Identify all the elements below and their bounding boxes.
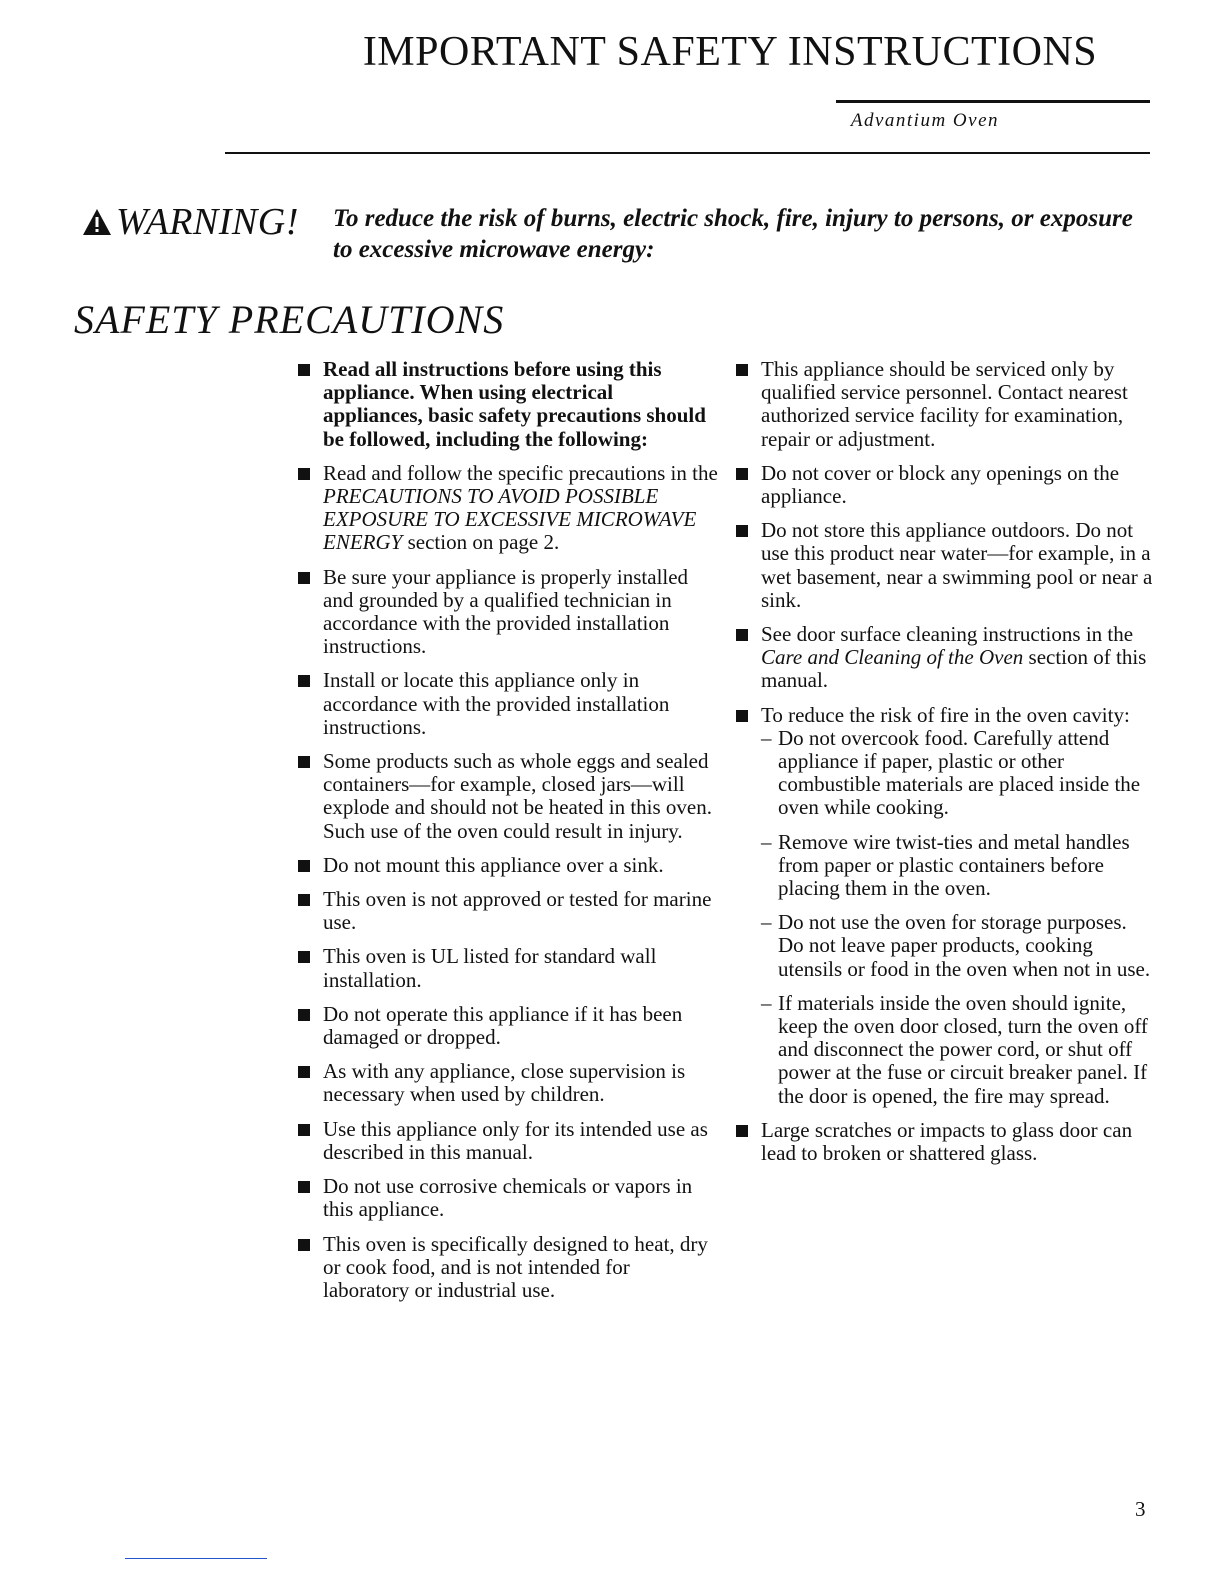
- dash-bullet: –: [761, 725, 772, 750]
- sub-list-item: – Do not overcook food. Carefully attend appliance if paper, plastic or other combustible materials are placed inside the oven while cooking.: [761, 725, 1141, 820]
- warning-label: WARNING!: [116, 201, 299, 243]
- page-number: 3: [1135, 1497, 1146, 1521]
- square-bullet-icon: [736, 710, 748, 722]
- list-item: Do not operate this appliance if it has been damaged or dropped.: [298, 1003, 718, 1049]
- left-column: [298, 358, 718, 1313]
- square-bullet-icon: [298, 1181, 310, 1193]
- list-item: Read and follow the specific precautions in the PRECAUTIONS TO AVOID POSSIBLE EXPOSURE TO EXCESSIVE MICROWAVE ENERGY section on page 2.: [298, 462, 718, 555]
- list-item: This oven is specifically designed to heat, dry or cook food, and is not intended for laboratory or industrial use.: [298, 1233, 718, 1303]
- sub-list-item: – Do not use the oven for storage purposes. Do not leave paper products, cooking utensils or food in the oven when not in use.: [761, 910, 1151, 981]
- list-item: Do not use corrosive chemicals or vapors in this appliance.: [298, 1175, 718, 1221]
- list-item: Some products such as whole eggs and sealed containers—for example, closed jars—will explode and should not be heated in this oven. Such use of the oven could result in injury.: [298, 750, 718, 843]
- list-item: This oven is not approved or tested for marine use.: [298, 888, 718, 934]
- square-bullet-icon: [298, 1009, 310, 1021]
- square-bullet-icon: [298, 756, 310, 768]
- fire-sub-list: [761, 727, 1156, 1108]
- square-bullet-icon: [736, 1125, 748, 1137]
- section-title: SAFETY PRECAUTIONS: [74, 297, 505, 342]
- square-bullet-icon: [736, 468, 748, 480]
- section-reference: Care and Cleaning of the Oven: [761, 645, 1024, 670]
- list-item: Install or locate this appliance only in accordance with the provided installation instructions.: [298, 669, 718, 739]
- square-bullet-icon: [298, 572, 310, 584]
- square-bullet-icon: [736, 629, 748, 641]
- right-column: [736, 358, 1156, 1176]
- list-item: As with any appliance, close supervision is necessary when used by children.: [298, 1060, 718, 1106]
- square-bullet-icon: [298, 468, 310, 480]
- dash-bullet: –: [761, 910, 772, 935]
- list-item: Do not store this appliance outdoors. Do not use this product near water—for example, in a wet basement, near a swimming pool or near a sink.: [736, 519, 1156, 612]
- square-bullet-icon: [298, 951, 310, 963]
- header-rule-short: [836, 100, 1150, 103]
- list-item: Do not mount this appliance over a sink.: [298, 854, 718, 877]
- footer-rule: [125, 1558, 267, 1559]
- list-item: [298, 358, 718, 451]
- list-item: Use this appliance only for its intended use as described in this manual.: [298, 1118, 718, 1164]
- section-reference: PRECAUTIONS TO AVOID POSSIBLE EXPOSURE TO EXCESSIVE MICROWAVE ENERGY: [323, 484, 697, 555]
- sub-list-item: – If materials inside the oven should ignite, keep the oven door closed, turn the oven off and disconnect the power cord, or shut off power at the fuse or circuit breaker panel. If the door is opened, the fire may spread.: [761, 990, 1148, 1108]
- header-rule-long: [225, 152, 1150, 154]
- square-bullet-icon: [298, 675, 310, 687]
- sub-list-item: – Remove wire twist-ties and metal handles from paper or plastic containers before placing them in the oven.: [761, 829, 1130, 901]
- dash-bullet: –: [761, 990, 772, 1015]
- list-item: Do not cover or block any openings on the appliance.: [736, 462, 1156, 508]
- warning-triangle-icon: [82, 207, 112, 237]
- list-item: Be sure your appliance is properly installed and grounded by a qualified technician in accordance with the provided installation instructions.: [298, 566, 718, 659]
- product-subtitle: Advantium Oven: [850, 110, 999, 131]
- list-item: See door surface cleaning instructions in the Care and Cleaning of the Oven section of this manual.: [736, 623, 1156, 693]
- square-bullet-icon: [298, 1124, 310, 1136]
- square-bullet-icon: [298, 364, 310, 376]
- intro-text: Read all instructions before using this appliance. When using electrical appliances, basic safety precautions should be followed, including the following:: [323, 357, 706, 451]
- warning-text: To reduce the risk of burns, electric shock, fire, injury to persons, or exposure to excessive microwave energy:: [333, 205, 1133, 263]
- square-bullet-icon: [298, 860, 310, 872]
- square-bullet-icon: [298, 1066, 310, 1078]
- list-item: To reduce the risk of fire in the oven cavity: – Do not overcook food. Carefully attend appliance if paper, plastic or other combustible materials are placed inside the oven while cooking. – Remove wire twist-ties and metal handles from paper or plastic containers before placing them in the oven. – Do not use the oven for storage purposes. Do not leave paper products, cooking utensils or food in the oven when not in use. – If materials inside the oven should ignite, keep the oven door closed, turn the oven off and disconnect the power cord, or shut off power at the fuse or circuit breaker panel. If the door is opened, the fire may spread.: [736, 704, 1156, 1108]
- dash-bullet: –: [761, 829, 772, 854]
- list-item: Large scratches or impacts to glass door can lead to broken or shattered glass.: [736, 1119, 1156, 1165]
- square-bullet-icon: [736, 364, 748, 376]
- square-bullet-icon: [736, 525, 748, 537]
- square-bullet-icon: [298, 1239, 310, 1251]
- page-title: IMPORTANT SAFETY INSTRUCTIONS: [362, 29, 1098, 75]
- list-item: This appliance should be serviced only by qualified service personnel. Contact nearest authorized service facility for examination, repair or adjustment.: [736, 358, 1156, 451]
- square-bullet-icon: [298, 894, 310, 906]
- list-item: This oven is UL listed for standard wall installation.: [298, 945, 718, 991]
